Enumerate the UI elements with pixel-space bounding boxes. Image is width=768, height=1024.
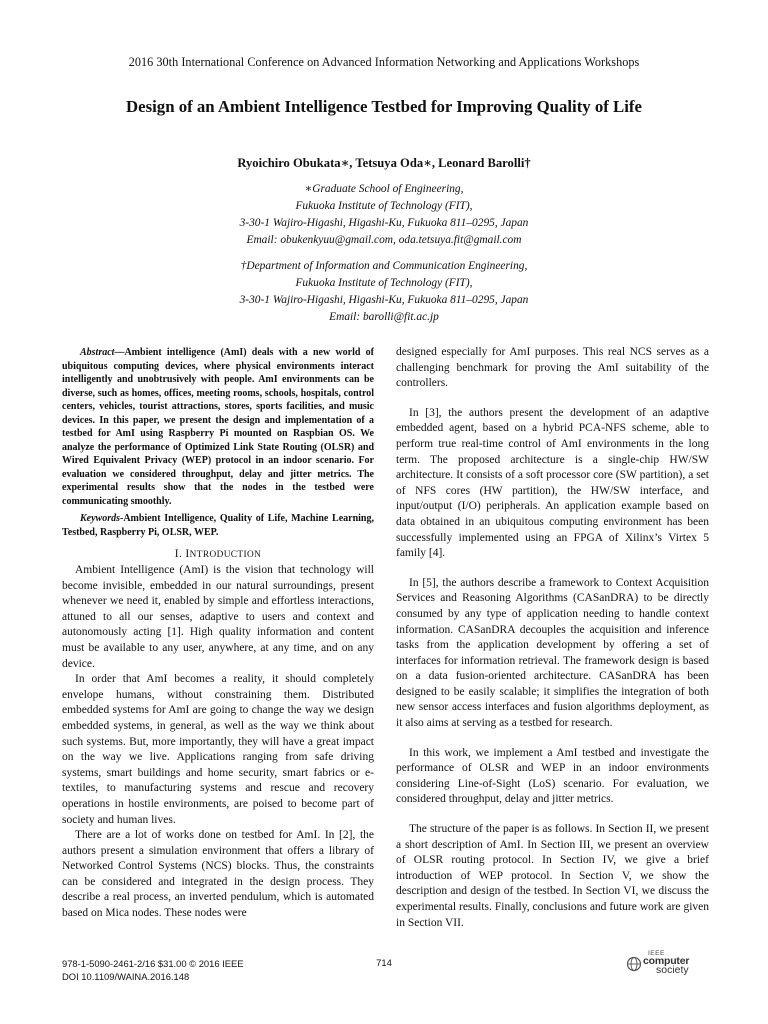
affiliation-2 (0, 258, 768, 326)
keywords-text: -Ambient Intelligence, Quality of Life, Machine Learning, Testbed, Raspberry Pi, OLSR, WEP. (62, 513, 374, 538)
body-paragraph: In this work, we implement a AmI testbed and investigate the performance of OLSR and WEP in an indoor environments considering Line-of-Sight (LoS) scenario. For evaluation, we considered throughput, delay and jitter metrics. (396, 746, 709, 806)
affiliation-line: †Department of Information and Communication Engineering, (240, 260, 528, 272)
affiliation-email: Email: barolli@fit.ac.jp (329, 311, 439, 324)
body-paragraph: Ambient Intelligence (AmI) is the vision that technology will become invisible, embedded in our natural surroundings, present whenever we need it, enabled by simple and effortless interactions, attuned to all our senses, adaptive to users and context and autonomously acting [1]. High quality information and content must be available to any user, anywhere, at any time, and on any device. (62, 564, 374, 670)
keywords (62, 512, 374, 539)
conference-header: 2016 30th International Conference on Advanced Information Networking and Applications Workshops (128, 55, 640, 69)
affiliation-line: ∗Graduate School of Engineering, (304, 183, 464, 195)
ieee-computer-society-logo (626, 950, 706, 980)
section-rest: NTRODUCTION (189, 550, 262, 560)
body-paragraph: In order that AmI becomes a reality, it should completely envelope humans, without constraining them. Distributed embedded systems for AmI are going to change the way we design embedded systems, in general, as well as the way we think about such systems. But, more importantly, they will have a great impact on the way we live. Applications ranging from safe driving systems, smart buildings and home security, smart fabrics or e-textiles, to manufacturing systems and rescue and recovery operations in hostile environments, are poised to become part of society and human lives. (62, 673, 374, 826)
affiliation-email: Email: obukenkyuu@gmail.com, oda.tetsuya.fit@gmail.com (246, 234, 522, 247)
affiliation-line: Fukuoka Institute of Technology (FIT), (295, 200, 473, 213)
logo-ieee-text: IEEE (648, 950, 665, 957)
body-paragraph: There are a lot of works done on testbed for AmI. In [2], the authors present a simulation environment that offers a library of Networked Control Systems (NCS) blocks. Thus, the constraints can be considered and integrated in the design process. They describe a real process, an inverted pendulum, which is automated based on Mica nodes. These nodes were (62, 829, 374, 920)
paper-title: Design of an Ambient Intelligence Testbed for Improving Quality of Life (126, 97, 642, 116)
abstract-text: —Ambient intelligence (AmI) deals with a new world of ubiquitous computing devices, where physical environments interact intelligently and unobtrusively with people. AmI environments can be diverse, such as homes, offices, meeting rooms, schools, hospitals, control centers, vehicles, tourist attractions, stores, sports facilities, and music devices. In this paper, we present the design and implementation of a testbed for AmI using Raspberry Pi mounted on Raspbian OS. We analyze the performance of Optimized Link State Routing (OLSR) and Wired Equivalent Privacy (WEP) protocol in an indoor scenario. For evaluation we considered throughput, delay and jitter metrics. The experimental results show that the nodes in the testbed were communicating smoothly. (62, 347, 374, 507)
section-initial: I (185, 547, 190, 560)
body-paragraph: designed especially for AmI purposes. This real NCS serves as a challenging benchmark for proving the AmI suitability of the controllers. (396, 346, 709, 390)
affiliation-line: 3-30-1 Wajiro-Higashi, Higashi-Ku, Fukuoka 811–0295, Japan (239, 217, 529, 230)
left-column (62, 346, 374, 922)
abstract-label: Abstract (80, 347, 115, 358)
keywords-label: Keywords (80, 513, 120, 524)
body-paragraph: The structure of the paper is as follows. In Section II, we present a short description of AmI. In Section III, we present an overview of OLSR routing protocol. In Section IV, we give a brief introduction of WEP protocol. In Section V, we show the description and design of the testbed. In Section VI, we discuss the experimental results. Finally, conclusions and future work are given in Section VII. (396, 823, 709, 929)
right-column (396, 345, 709, 945)
logo-society-text: society (656, 964, 689, 976)
section-heading-introduction (62, 547, 374, 560)
body-paragraph: In [5], the authors describe a framework to Context Acquisition Services and Reasoning Algorithms (CASanDRA) to be directly consumed by any type of application needing to handle context information. CASanDRA decouples the acquisition and inference tasks from the application development by offering a set of interfaces for information retrieval. The framework design is based on a data fusion-oriented architecture. CASanDRA has been designed to be easily scalable; it simplifies the integration of both new sensor access interfaces and fusion algorithms deployment, as it also aims at serving as a testbed for research. (396, 576, 709, 730)
footer-isbn: 978-1-5090-2461-2/16 $31.00 © 2016 IEEE (62, 958, 244, 969)
affiliation-line: 3-30-1 Wajiro-Higashi, Higashi-Ku, Fukuoka 811–0295, Japan (239, 294, 529, 307)
section-numeral: I. (174, 548, 186, 560)
body-paragraph: In [3], the authors present the development of an adaptive embedded agent, based on a hybrid PCA-NFS scheme, able to perform true real-time control of AmI environments in the long term. The proposed architecture is a single-chip HW/SW architecture. It consists of a soft processor core (SW partition), a set of NFS cores (HW partition), the HW/SW interface, and input/output (I/O) peripherals. An application example based on data obtained in an ubiquitous computing environment has been successfully implemented using an FPGA of Xilinx’s Virtex 5 family [4]. (396, 406, 709, 560)
globe-icon (626, 956, 642, 972)
abstract (62, 346, 374, 508)
affiliation-line: Fukuoka Institute of Technology (FIT), (295, 277, 473, 290)
footer-doi: DOI 10.1109/WAINA.2016.148 (62, 971, 190, 982)
logo-computer-text: computer (643, 955, 690, 967)
page-number: 714 (376, 957, 392, 968)
affiliation-1 (0, 181, 768, 249)
author-list: Ryoichiro Obukata∗, Tetsuya Oda∗, Leonard Barolli† (237, 156, 531, 170)
